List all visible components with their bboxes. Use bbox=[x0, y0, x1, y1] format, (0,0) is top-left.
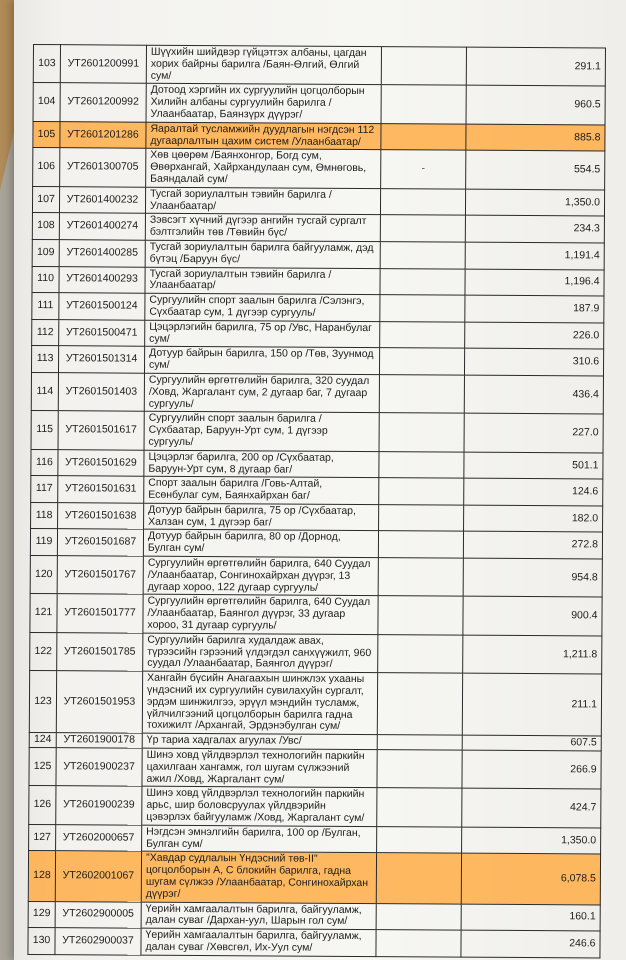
project-code: УТ2602001067 bbox=[55, 851, 141, 902]
project-description: Үр тариа хадгалах агуулах /Увс/ bbox=[142, 733, 377, 749]
row-number: 120 bbox=[30, 556, 57, 595]
project-description: Тусгай зориулалтын барилга байгууламж, дэд бүтэц /Баруун бүс/ bbox=[145, 240, 380, 268]
project-code: УТ2601900237 bbox=[56, 748, 142, 787]
empty-cell bbox=[376, 903, 461, 930]
empty-cell bbox=[377, 735, 462, 750]
table-row bbox=[30, 594, 602, 636]
project-description: Дотуур байрын барилга, 75 ор /Сүхбаатар, Халзан сум, 1 дүгээр баг/ bbox=[144, 503, 379, 531]
project-code: УТ2601501629 bbox=[58, 449, 144, 476]
table-row bbox=[31, 502, 603, 532]
row-number: 109 bbox=[32, 239, 59, 266]
amount-value: 226.0 bbox=[465, 322, 604, 349]
row-number: 130 bbox=[28, 928, 55, 955]
empty-cell bbox=[381, 123, 466, 150]
row-number: 103 bbox=[33, 45, 60, 84]
empty-cell bbox=[378, 558, 463, 597]
row-number: 129 bbox=[28, 901, 55, 928]
project-description: Сургуулийн өргөтгөлийн барилга, 640 Суудал /Улаанбаатар, Баянгол дүүрэг, 33 дугаар хороо, 31 дугаар сургууль/ bbox=[143, 595, 378, 635]
project-description: "Хавдар судлалын Үндэсний төв-II" цогцолборын А, С блокийн барилга, гадна шугам сүлжээ /Улаанбаатар, Сонгинохайрхан дүүрэг/ bbox=[141, 852, 376, 904]
table-row bbox=[31, 346, 603, 376]
amount-value: 124.6 bbox=[464, 478, 603, 505]
project-code: УТ2601200992 bbox=[60, 83, 146, 122]
project-code: УТ2601500124 bbox=[59, 293, 145, 320]
amount-value: 266.9 bbox=[462, 750, 601, 789]
amount-value: 607.5 bbox=[462, 735, 601, 751]
empty-cell bbox=[376, 930, 461, 957]
project-code: УТ2601400232 bbox=[59, 186, 145, 213]
project-description: Дотоод хэргийн их сургуулийн цогцолборын Хилийн албаны сургуулийн барилга /Улаанбаатар, Баянзүрх дүүрэг/ bbox=[146, 84, 381, 124]
empty-cell bbox=[380, 215, 465, 242]
amount-value: 291.1 bbox=[466, 47, 605, 86]
amount-value: 900.4 bbox=[463, 597, 602, 636]
amount-value: 1,350.0 bbox=[462, 827, 601, 854]
row-number: 113 bbox=[31, 346, 58, 373]
table-body bbox=[28, 45, 606, 958]
amount-value: 954.8 bbox=[463, 558, 602, 597]
row-number: 118 bbox=[31, 502, 58, 529]
project-code: УТ2601501314 bbox=[58, 346, 144, 373]
table-row bbox=[31, 476, 603, 506]
table-row bbox=[32, 266, 604, 296]
project-description: Тусгай зориулалтын тэвийн барилга /Улаанбаатар/ bbox=[145, 187, 380, 215]
empty-cell bbox=[379, 413, 464, 452]
empty-cell bbox=[380, 188, 465, 215]
empty-cell bbox=[380, 268, 465, 295]
project-code: УТ2601501767 bbox=[57, 556, 143, 595]
amount-value: 211.1 bbox=[462, 673, 601, 736]
amount-value: 1,350.0 bbox=[465, 189, 604, 216]
table-row bbox=[29, 824, 601, 854]
table-row bbox=[32, 293, 604, 323]
project-description: Сургуулийн барилга худалдаж авах, түрээсийн гэрээний үлдэгдэл санхүүжилт, 960 суудал /Улаанбаатар, Баянгол дүүрэг/ bbox=[143, 633, 378, 673]
amount-value: 1,196.4 bbox=[465, 269, 604, 296]
table-row bbox=[31, 372, 603, 414]
project-description: Нэгдсэн эмнэлгийн барилга, 100 ор /Булган, Булган сум/ bbox=[142, 825, 377, 853]
empty-cell bbox=[377, 826, 462, 853]
table-row bbox=[30, 632, 602, 674]
project-description: Үерийн хамгаалалтын барилга, байгууламж, далан суваг /Хөвсгөл, Их-Уул сум/ bbox=[141, 928, 376, 956]
project-description: Сургуулийн өргөтгөлийн барилга, 320 суудал /Ховд, Жаргалант сум, 2 дугаар баг, 7 дугаар сургууль/ bbox=[144, 373, 379, 413]
empty-cell bbox=[377, 673, 462, 736]
table-row-highlighted bbox=[33, 121, 605, 151]
row-number: 126 bbox=[29, 786, 56, 825]
amount-value: 182.0 bbox=[464, 505, 603, 532]
project-description: Сургуулийн спорт заалын барилга /Сэлэнгэ, Сүхбаатар сум, 1 дүгээр сургууль/ bbox=[145, 293, 380, 321]
empty-cell bbox=[379, 348, 464, 375]
row-number: 104 bbox=[33, 83, 60, 122]
amount-value: 310.6 bbox=[464, 348, 603, 375]
amount-value: 6,078.5 bbox=[461, 854, 600, 905]
row-number: 117 bbox=[31, 476, 58, 503]
table-row bbox=[28, 901, 600, 931]
project-code: УТ2602000657 bbox=[56, 824, 142, 851]
amount-value: 436.4 bbox=[464, 375, 603, 414]
table-row bbox=[32, 239, 604, 269]
project-code: УТ2601900239 bbox=[56, 786, 142, 825]
project-code: УТ2602900037 bbox=[55, 928, 141, 955]
row-number: 123 bbox=[29, 671, 56, 733]
dash-mark: - bbox=[381, 150, 466, 189]
project-code: УТ2601501638 bbox=[58, 503, 144, 530]
empty-cell bbox=[378, 596, 463, 635]
table-row bbox=[32, 213, 604, 243]
investment-table bbox=[27, 44, 606, 958]
amount-value: 1,211.8 bbox=[463, 635, 602, 674]
amount-value: 272.8 bbox=[463, 532, 602, 559]
amount-value: 246.6 bbox=[461, 930, 600, 957]
project-description: Дотуур байрын барилга, 150 ор /Төв, Зуунмод сум/ bbox=[144, 347, 379, 375]
project-code: УТ2601900178 bbox=[56, 733, 142, 748]
row-number: 115 bbox=[31, 411, 58, 450]
row-number: 119 bbox=[30, 529, 57, 556]
project-description: Спорт заалын барилга /Говь-Алтай, Есөнбулаг сум, Баянхайрхан баг/ bbox=[144, 476, 379, 504]
project-code: УТ2601400293 bbox=[59, 266, 145, 293]
project-code: УТ2601501777 bbox=[57, 594, 143, 633]
row-number: 110 bbox=[32, 266, 59, 293]
amount-value: 187.9 bbox=[465, 295, 604, 322]
row-number: 121 bbox=[30, 594, 57, 633]
project-description: Цэцэрлэг барилга, 200 ор /Сүхбаатар, Баруун-Урт сум, 8 дугаар баг/ bbox=[144, 450, 379, 478]
empty-cell bbox=[380, 321, 465, 348]
table-row bbox=[32, 186, 604, 216]
project-code: УТ2601400285 bbox=[59, 240, 145, 267]
project-code: УТ2601501631 bbox=[58, 476, 144, 503]
empty-cell bbox=[379, 505, 464, 532]
project-description: Шинэ ховд үйлдвэрлэл технологийн паркийн цахилгаан хангамж, гол шугам сүлжээний ажил /Ховд, Жаргалант сум/ bbox=[142, 748, 377, 788]
project-code: УТ2601501617 bbox=[58, 411, 144, 450]
project-description: Сургуулийн спорт заалын барилга /Сүхбаатар, Баруун-Урт сум, 1 дүгээр сургууль/ bbox=[144, 411, 379, 451]
project-description: Шинэ ховд үйлдвэрлэл технологийн паркийн арьс, шир боловсруулах үйлдвэрийн цэвэрлэх байгууламж /Ховд, Жаргалант сум/ bbox=[142, 787, 377, 827]
table-row bbox=[32, 319, 604, 349]
table-row-highlighted bbox=[28, 851, 600, 905]
project-description: Хөв цөөрөм /Баянхонгор, Богд сум, Өвөрхангай, Хайрхандулаан сум, Өмнөговь, Баяндалай сум/ bbox=[146, 149, 381, 189]
project-description: Үерийн хамгаалалтын барилга, байгууламж, далан суваг /Дархан-уул, Шарын гол сум/ bbox=[141, 902, 376, 930]
empty-cell bbox=[377, 788, 462, 827]
amount-value: 501.1 bbox=[464, 452, 603, 479]
row-number: 128 bbox=[28, 851, 55, 901]
empty-cell bbox=[379, 375, 464, 414]
project-code: УТ2601400274 bbox=[59, 213, 145, 240]
empty-cell bbox=[377, 750, 462, 789]
amount-value: 160.1 bbox=[461, 904, 600, 931]
row-number: 124 bbox=[29, 733, 56, 748]
empty-cell bbox=[379, 451, 464, 478]
project-description: Цэцэрлэгийн барилга, 75 ор /Увс, Наранбулаг сум/ bbox=[145, 320, 380, 348]
project-code: УТ2601501403 bbox=[58, 373, 144, 412]
amount-value: 885.8 bbox=[466, 124, 605, 151]
row-number: 125 bbox=[29, 748, 56, 787]
empty-cell bbox=[379, 478, 464, 505]
amount-value: 227.0 bbox=[464, 413, 603, 452]
empty-cell bbox=[378, 634, 463, 673]
table-row bbox=[29, 671, 601, 736]
amount-value: 234.3 bbox=[465, 216, 604, 243]
row-number: 122 bbox=[30, 632, 57, 671]
table-row bbox=[29, 786, 601, 828]
project-code: УТ2601500471 bbox=[59, 319, 145, 346]
empty-cell bbox=[380, 295, 465, 322]
project-description: Дотуур байрын барилга, 80 ор /Дорнод, Булган сум/ bbox=[143, 530, 378, 558]
project-code: УТ2601200991 bbox=[60, 45, 146, 84]
table-row bbox=[28, 928, 600, 958]
project-description: Сургуулийн өргөтгөлийн барилга, 640 Суудал /Улаанбаатар, Сонгинохайрхан дүүрэг, 13 дугаар хороо, 122 дугаар сургууль/ bbox=[143, 556, 378, 596]
empty-cell bbox=[381, 47, 466, 86]
project-code: УТ2601201286 bbox=[60, 121, 146, 148]
table-row bbox=[30, 529, 602, 559]
row-number: 106 bbox=[33, 148, 60, 187]
project-description: Тусгай зориулалтын тэвийн барилга /Улаанбаатар/ bbox=[145, 267, 380, 295]
row-number: 107 bbox=[32, 186, 59, 213]
project-code: УТ2601501785 bbox=[57, 633, 143, 672]
project-description: Яаралтай тусламжийн дуудлагын нэгдсэн 112 дугаарлалтын цахим систем /Улаанбаатар/ bbox=[146, 122, 381, 150]
table-row bbox=[29, 748, 601, 790]
table-row bbox=[33, 148, 605, 190]
row-number: 105 bbox=[33, 121, 60, 148]
project-code: УТ2601501687 bbox=[57, 529, 143, 556]
table-row bbox=[31, 449, 603, 479]
table-row bbox=[33, 83, 605, 125]
row-number: 116 bbox=[31, 449, 58, 476]
row-number: 114 bbox=[31, 372, 58, 411]
table-row bbox=[31, 411, 603, 453]
amount-value: 554.5 bbox=[466, 151, 605, 190]
amount-value: 960.5 bbox=[466, 86, 605, 125]
empty-cell bbox=[376, 853, 461, 904]
project-description: Зэвсэгт хүчний дүгээр ангийн тусгай сургалт бэлтгэлийн төв /Төвийн бүс/ bbox=[145, 214, 380, 242]
project-code: УТ2601501953 bbox=[56, 671, 142, 734]
row-number: 111 bbox=[32, 293, 59, 320]
table-row bbox=[33, 45, 605, 87]
empty-cell bbox=[378, 531, 463, 558]
empty-cell bbox=[381, 85, 466, 124]
amount-value: 1,191.4 bbox=[465, 242, 604, 269]
project-code: УТ2601300705 bbox=[60, 148, 146, 187]
project-description: Хангайн бүсийн Анагаахын шинжлэх ухааны үндэсний их сургуулийн сувилахуйн сургалт, эрдэм шинжилгээ, эрүүл мэндийн тусламж, үйлчилгээний цогцолборын барилга гадна тохижилт /Архангай, Эрдэнэбулган сум/ bbox=[142, 671, 377, 734]
project-code: УТ2602900005 bbox=[55, 901, 141, 928]
row-number: 127 bbox=[29, 824, 56, 851]
project-description: Шүүхийн шийдвэр гүйцэтгэх албаны, цагдан хорих байрны барилга /Баян-Өлгий, Өлгий сум/ bbox=[146, 45, 381, 85]
row-number: 108 bbox=[32, 213, 59, 240]
table-row bbox=[30, 556, 602, 598]
empty-cell bbox=[380, 242, 465, 269]
row-number: 112 bbox=[32, 319, 59, 346]
amount-value: 424.7 bbox=[462, 789, 601, 828]
